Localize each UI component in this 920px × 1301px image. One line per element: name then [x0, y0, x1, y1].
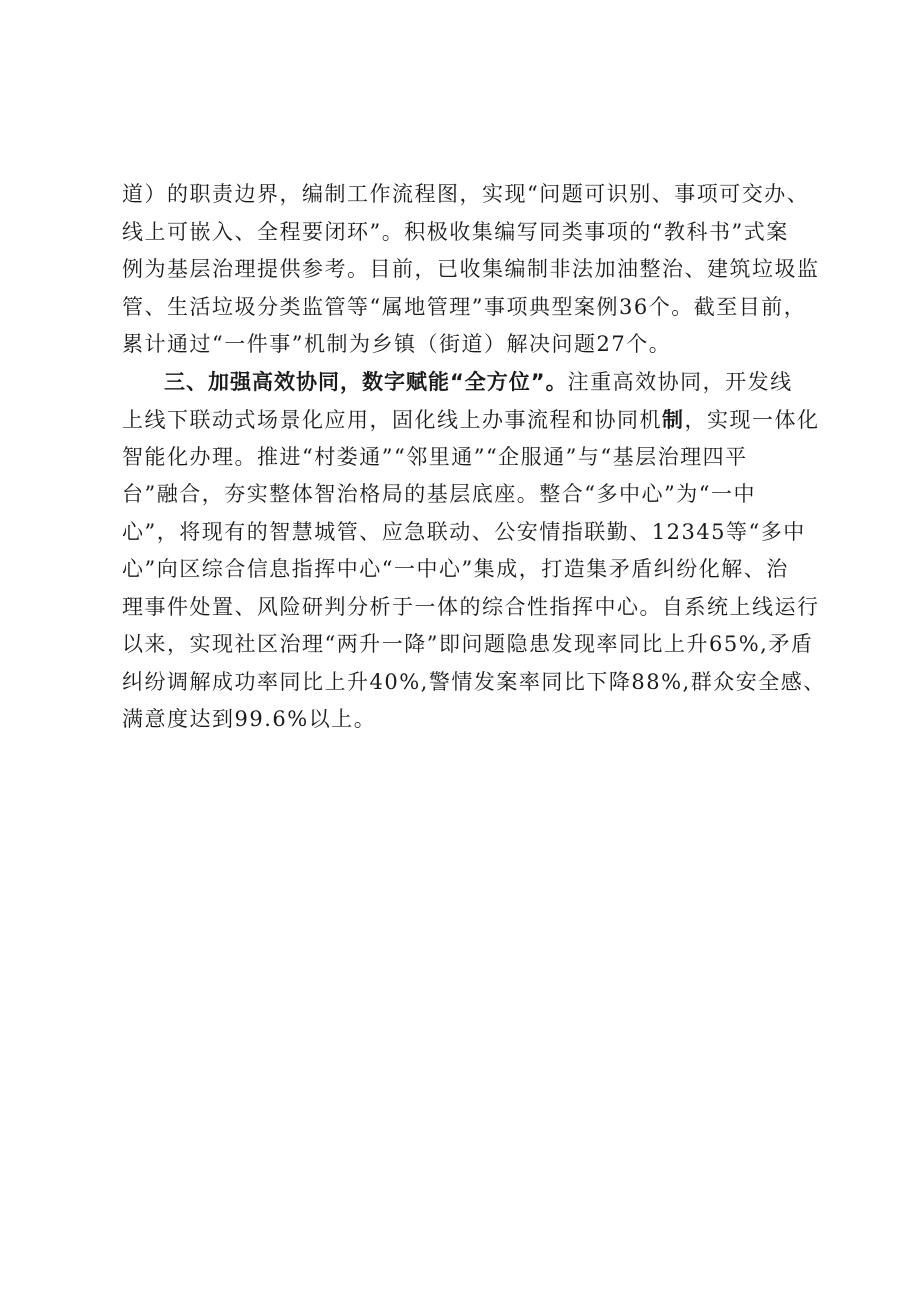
- text-line: 智能化办理。推进“村娄通”“邻里通”“企服通”与“基层治理四平: [122, 444, 748, 469]
- text-line-with-heading: [122, 364, 802, 402]
- document-body: [122, 176, 826, 739]
- text-line: 心”，将现有的智慧城管、应急联动、公安情指联勤、12345等“多中: [122, 519, 806, 544]
- section-heading: 三、加强高效协同，数字赋能“全方位”。: [164, 369, 568, 394]
- text-line: 纠纷调解成功率同比上升40%,警情发案率同比下降88%,群众安全感、: [122, 669, 826, 694]
- text-line: 管、生活垃圾分类监管等“属地管理”事项典型案例36个。截至目前，: [122, 294, 807, 319]
- paragraph-collaboration: [122, 364, 826, 739]
- bold-character: 制: [662, 407, 685, 432]
- text-segment: ，实现一体化: [684, 408, 820, 432]
- text-line: 线上可嵌入、全程要闭环”。积极收集编写同类事项的“教科书”式案: [122, 219, 789, 244]
- text-line: 满意度达到99.6%以上。: [122, 707, 377, 731]
- text-line: 心”向区综合信息指挥中心“一中心”集成，打造集矛盾纠纷化解、治: [122, 557, 789, 581]
- text-line: [122, 401, 820, 439]
- text-line: 理事件处置、风险研判分析于一体的综合性指挥中心。自系统上线运行: [122, 594, 820, 619]
- text-line: 道）的职责边界，编制工作流程图，实现“问题可识别、事项可交办、: [122, 182, 810, 206]
- text-line: 台”融合，夯实整体智治格局的基层底座。整合“多中心”为“一中: [122, 482, 756, 506]
- text-segment: 上线下联动式场景化应用，固化线上办事流程和协同机: [122, 408, 662, 432]
- text-line: 以来，实现社区治理“两升一降”即问题隐患发现率同比上升65%,矛盾: [122, 632, 814, 656]
- text-line: 累计通过“一件事”机制为乡镇（街道）解决问题27个。: [122, 332, 672, 356]
- text-line-rest: 注重高效协同，开发线: [567, 369, 793, 394]
- text-line: 例为基层治理提供参考。目前，已收集编制非法加油整治、建筑垃圾监: [122, 257, 820, 281]
- paragraph-responsibility: [122, 176, 820, 364]
